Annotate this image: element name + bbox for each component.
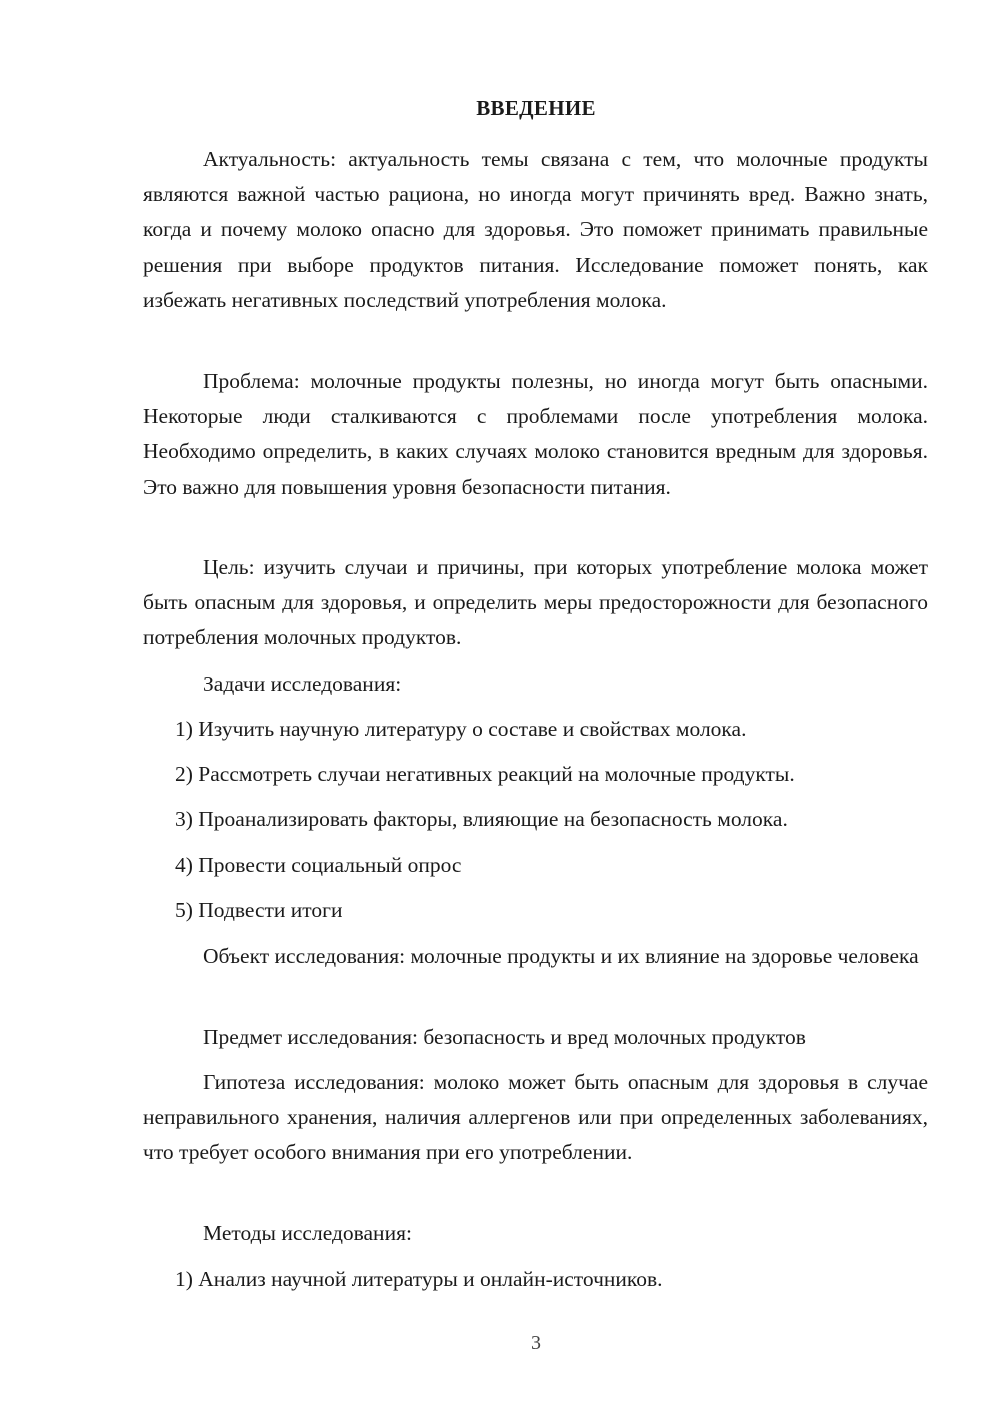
page-number: 3 (531, 1332, 541, 1354)
problem-paragraph: Проблема: молочные продукты полезны, но иногда могут быть опасными. Некоторые люди сталкиваются с проблемами после употребления молока. Необходимо определить, в каких случаях молоко становится вредным для здоровья. Это важно для повышения уровня безопасности питания. (143, 369, 928, 499)
relevance-paragraph: Актуальность: актуальность темы связана с тем, что молочные продукты являются важной частью рациона, но иногда могут причинять вред. Важно знать, когда и почему молоко опасно для здоровья. Это поможет принимать правильные решения при выборе продуктов питания. Исследование поможет понять, как избежать негативных последствий употребления молока. (143, 147, 928, 312)
task-item-1: 1) Изучить научную литературу о составе и свойствах молока. (175, 717, 747, 741)
tasks-title: Задачи исследования: (203, 672, 402, 696)
subject-paragraph: Предмет исследования: безопасность и вред молочных продуктов (203, 1025, 806, 1049)
goal-paragraph: Цель: изучить случаи и причины, при которых употребление молока может быть опасным для здоровья, и определить меры предосторожности для безопасного потребления молочных продуктов. (143, 555, 928, 650)
hypothesis-paragraph: Гипотеза исследования: молоко может быть опасным для здоровья в случае неправильного хранения, наличия аллергенов или при определенных заболеваниях, что требует особого внимания при его употреблении. (143, 1070, 928, 1165)
method-item-1: 1) Анализ научной литературы и онлайн-источников. (175, 1267, 663, 1291)
methods-title: Методы исследования: (203, 1221, 412, 1245)
task-item-2: 2) Рассмотреть случаи негативных реакций на молочные продукты. (175, 762, 795, 786)
task-item-4: 4) Провести социальный опрос (175, 853, 462, 877)
task-item-5: 5) Подвести итоги (175, 898, 343, 922)
object-paragraph: Объект исследования: молочные продукты и их влияние на здоровье человека (203, 944, 919, 968)
section-heading: ВВЕДЕНИЕ (476, 96, 596, 120)
task-item-3: 3) Проанализировать факторы, влияющие на безопасность молока. (175, 807, 788, 831)
